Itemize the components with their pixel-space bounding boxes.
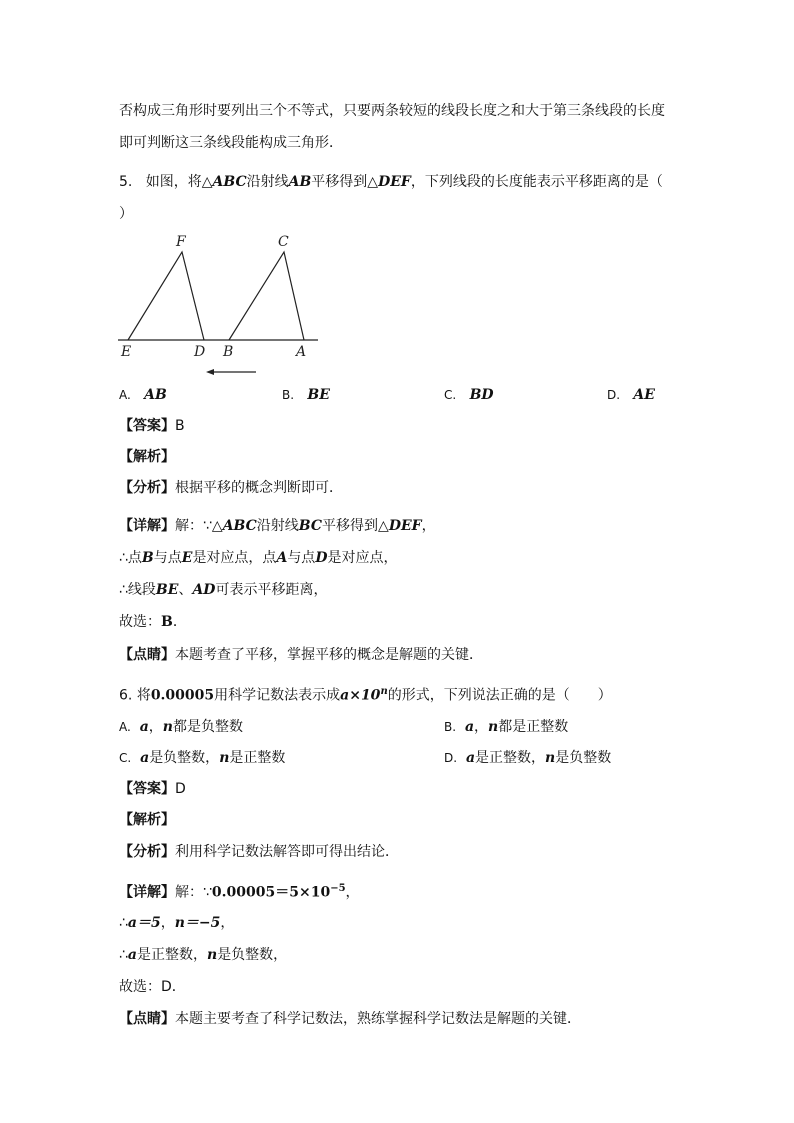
label-f: F: [176, 234, 186, 250]
q5-stem: 5. 如图，将△ABC沿射线AB平移得到△DEF，下列线段的长度能表示平移距离的是（: [119, 174, 663, 190]
q6-step-3: ∴a是正整数，n是负整数，: [119, 947, 288, 963]
label-b: B: [223, 344, 234, 360]
q6-number: 6.: [119, 687, 133, 704]
label-e: E: [121, 344, 132, 360]
q5-number: 5.: [119, 174, 133, 190]
triangle-def: [128, 252, 204, 340]
q5-step-3: ∴线段BE、AD可表示平移距离，: [119, 582, 328, 598]
q5-dianjing: 【点睛】本题考查了平移，掌握平移的概念是解题的关键．: [119, 647, 483, 663]
q6-option-d: D. a是正整数，n是负整数: [444, 750, 612, 766]
q6-option-b: B. a，n都是正整数: [444, 719, 569, 735]
q6-step-4: 故选：D．: [119, 979, 186, 995]
q6-answer: 【答案】D: [119, 781, 186, 797]
q5-stem-close: ）: [119, 206, 133, 222]
q6-option-a: A. a，n都是负整数: [119, 719, 243, 735]
q6-stem: 6. 将0.00005用科学记数法表示成$a\times 10^n$的形式，下列说法正确的是（ ）: [119, 686, 612, 704]
translation-figure: [118, 232, 328, 382]
q5-option-d: D. AE: [607, 387, 655, 403]
q5-xiangjie: 【详解】解：∵△ABC沿射线BC平移得到△DEF，: [119, 518, 436, 534]
q5-option-b: B. BE: [282, 387, 330, 403]
q5-option-a: A. AB: [119, 387, 167, 403]
intro-line-2: 即可判断这三条线段能构成三角形．: [119, 135, 343, 151]
q5-answer: 【答案】B: [119, 418, 185, 434]
q5-step-4: 故选：B．: [119, 614, 187, 630]
arrow-head-icon: [206, 369, 214, 375]
q6-fenxi: 【分析】利用科学记数法解答即可得出结论．: [119, 844, 399, 860]
intro-line-1: 否构成三角形时要列出三个不等式，只要两条较短的线段长度之和大于第三条线段的长度: [119, 103, 665, 119]
triangle-abc: [229, 252, 304, 340]
label-d: D: [194, 344, 206, 360]
label-a: A: [296, 344, 307, 360]
q5-analysis-tag: 【解析】: [119, 449, 175, 465]
q5-step-2: ∴点B与点E是对应点，点A与点D是对应点，: [119, 550, 398, 566]
label-c: C: [278, 234, 289, 250]
q5-option-c: C. BD: [444, 387, 494, 403]
q6-dianjing: 【点睛】本题主要考查了科学记数法，熟练掌握科学记数法是解题的关键．: [119, 1011, 581, 1027]
q5-fenxi: 【分析】根据平移的概念判断即可．: [119, 480, 343, 496]
q6-step-2: ∴a＝5，n＝−5，: [119, 915, 235, 931]
q6-xiangjie: 【详解】解：$\because 0.00005=5\times 10^{-5}$，: [119, 883, 360, 901]
q6-analysis-tag: 【解析】: [119, 812, 175, 828]
q6-option-c: C. a是负整数，n是正整数: [119, 750, 286, 766]
